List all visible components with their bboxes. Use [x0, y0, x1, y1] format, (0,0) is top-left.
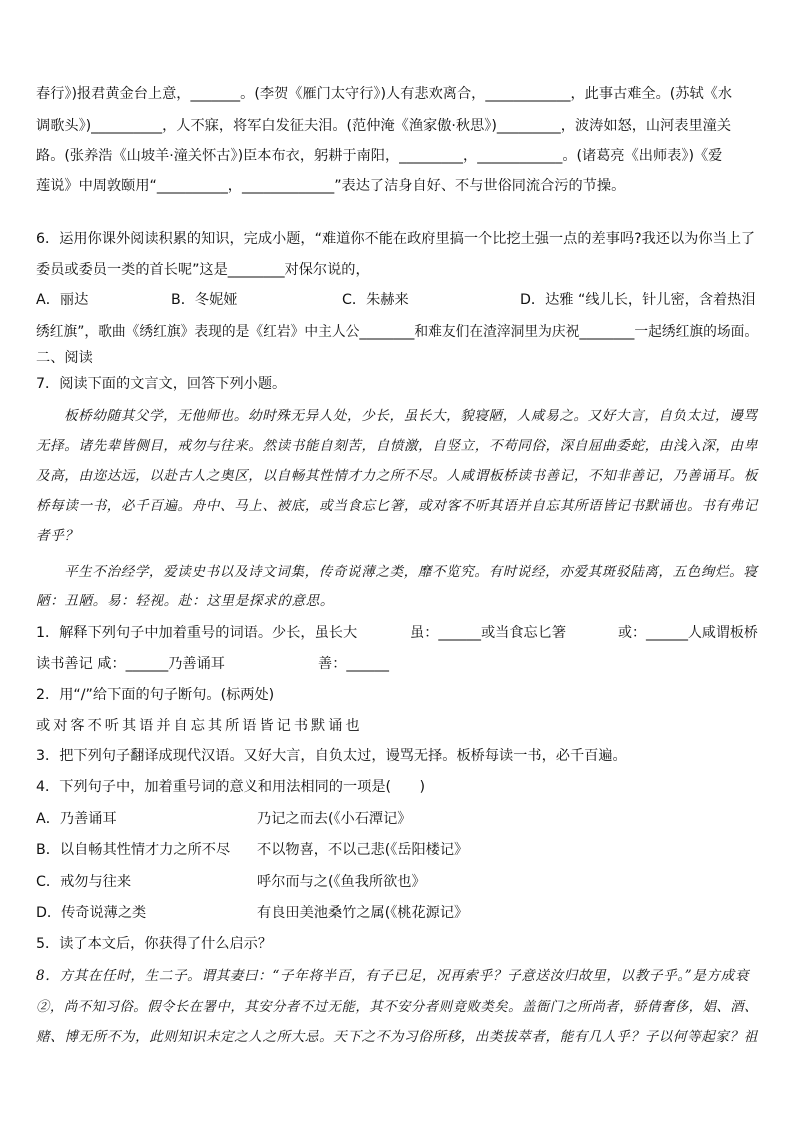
- option-a-right: 乃记之而去(《小石潭记》: [257, 811, 412, 827]
- option-a-left: A．乃善诵耳: [36, 811, 117, 827]
- option-c: C．朱赫来: [342, 292, 409, 308]
- question-8-line: 8．方其在任时，生二子。谓其妻曰：“子年将半百，有子已足，况再索乎？子意送汝归故里，以教子乎。”是方成衰: [36, 968, 750, 984]
- subquestion-1-blank: 虽：______或当食忘匕箸: [410, 625, 567, 641]
- subquestion-1: 1．解释下列句子中加着重号的词语。少长，虽长大: [36, 625, 358, 641]
- classical-text-line: 及高，由迩达远，以赴古人之奥区，以自畅其性情才力之所不尽。人咸谓板桥读书善记，不知非善记，乃善诵耳。板: [36, 468, 758, 484]
- option-d-left: D．传奇说薄之类: [36, 905, 147, 921]
- option-b-right: 不以物喜，不以己悲(《岳阳楼记》: [257, 842, 469, 858]
- option-c-right: 呼尔而与之(《鱼我所欲也》: [257, 874, 426, 890]
- classical-text-line: 平生不治经学，爱读史书以及诗文词集，传奇说薄之类，靡不览究。有时说经，亦爱其斑驳陆离，五色绚烂。寝: [64, 564, 758, 580]
- section-heading: 二、阅读: [36, 350, 93, 366]
- subquestion-2: 2．用“/”给下面的句子断句。(标两处): [36, 687, 275, 703]
- option-a: A．丽达: [36, 292, 89, 308]
- text-line: 莲说》中周敦颐用“__________，_____________”表达了洁身自好、不与世俗同流合污的节操。: [36, 178, 626, 194]
- classical-text-line: 者乎？: [36, 528, 79, 544]
- subquestion-1-blank: 善：______: [318, 656, 389, 672]
- text-line: 绣红旗”，歌曲《绣红旗》表现的是《红岩》中主人公________和难友们在渣滓洞里为庆祝________一起绣红旗的场面。: [36, 324, 759, 340]
- classical-text-line: 无择。诸先辈皆侧目，戒勿与往来。然读书能自刻苦，自愤激，自竖立，不苟同俗，深自屈曲委蛇，由浅入深，由卑: [36, 438, 758, 454]
- option-c-left: C．戒勿与往来: [36, 874, 132, 890]
- text-line: 春行》)报君黄金台上意，_______。(李贺《雁门太守行》)人有悲欢离合，____________，此事古难全。(苏轼《水: [36, 86, 733, 102]
- classical-text-line: 板桥幼随其父学，无他师也。幼时殊无异人处，少长，虽长大，貌寝陋，人咸易之。又好大言，自负太过，谩骂: [64, 408, 758, 424]
- option-b-left: B．以自畅其性情才力之所不尽: [36, 842, 231, 858]
- classical-text-line: 桥每读一书，必千百遍。舟中、马上、被底，或当食忘匕箸，或对客不听其语并自忘其所语皆记书默诵也。书有弗记: [36, 498, 758, 514]
- subquestion-1-cont: 读书善记 咸：______乃善诵耳: [36, 656, 225, 672]
- subquestion-4: 4．下列句子中，加着重号词的意义和用法相同的一项是( ): [36, 779, 425, 795]
- subquestion-1-blank: 或：______人咸谓板桥: [618, 625, 758, 641]
- option-d-right: 有良田美池桑竹之属(《桃花源记》: [257, 905, 469, 921]
- option-d: D．达雅 “线儿长，针儿密，含着热泪: [520, 292, 756, 308]
- text-line: 路。(张养浩《山坡羊·潼关怀古》)臣本布衣，躬耕于南阳，_________，____________。(诸葛亮《出师表》)《爱: [36, 148, 723, 164]
- subquestion-5: 5．读了本文后，你获得了什么启示？: [36, 936, 273, 952]
- question-8-line: ②，尚不知习俗。假令长在署中，其安分者不过无能，其不安分者则竟败类矣。盖衙门之所尚者，骄倩奢侈，娼、酒、: [36, 999, 759, 1015]
- sentence-to-punctuate: 或对客不听其语并自忘其所语皆记书默诵也: [36, 718, 363, 734]
- question-6: 6．运用你课外阅读积累的知识，完成小题，“难道你不能在政府里搞一个比挖土强一点的差事吗?我还以为你当上了: [36, 231, 756, 247]
- option-b: B．冬妮娅: [171, 292, 238, 308]
- text-line: 调歌头》)__________，人不寐，将军白发征夫泪。(范仲淹《渔家傲·秋思》)_________，波涛如怒，山河表里潼关: [36, 118, 732, 134]
- question-8-line: 赌、博无所不为，此则知识未定之人之所大忌。天下之不为习俗所移，出类拔萃者，能有几人乎？子以何等起家？祖: [36, 1029, 758, 1045]
- subquestion-3: 3．把下列句子翻译成现代汉语。又好大言，自负太过，谩骂无择。板桥每读一书，必千百遍。: [36, 748, 627, 764]
- text-line: 委员或委员一类的首长呢”这是________对保尔说的，: [36, 262, 370, 278]
- question-7: 7．阅读下面的文言文，回答下列小题。: [36, 376, 287, 392]
- annotation-line: 陋：丑陋。易：轻视。赴：这里是探求的意思。: [36, 593, 335, 609]
